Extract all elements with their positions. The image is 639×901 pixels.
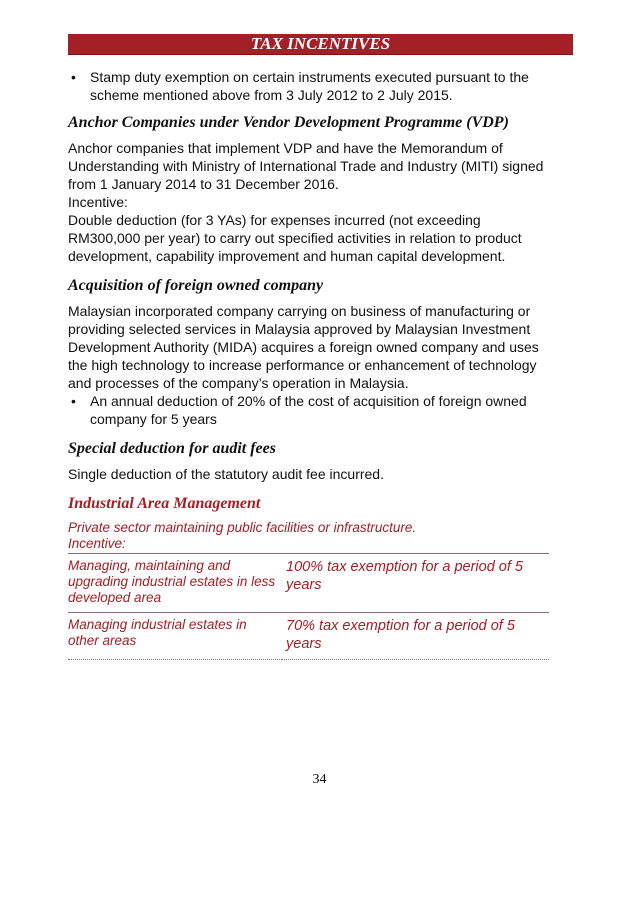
vdp-line: from 1 January 2014 to 31 December 2016. [68,176,339,192]
industrial-incentive-label: Incentive: [68,536,126,551]
audit-text: Single deduction of the statutory audit fee incurred. [68,466,384,482]
stamp-duty-bullet [68,68,568,104]
vdp-line: RM300,000 per year) to carry out specified activities in relation to product [68,230,522,246]
acquisition-line: Malaysian incorporated company carrying on business of manufacturing or [68,303,531,319]
area-cell: Managing industrial estates in other areas [68,613,282,660]
acquisition-line: the high technology to increase performance or enhancement of technology [68,357,537,373]
acquisition-body [68,302,568,392]
vdp-line: development, capability improvement and human capital development. [68,248,506,264]
acquisition-line: providing selected services in Malaysia approved by Malaysian Investment [68,321,531,337]
page-content [68,68,568,660]
area-cell: Managing, maintaining and upgrading industrial estates in less developed area [68,554,282,613]
audit-heading: Special deduction for audit fees [68,440,276,457]
vdp-body [68,139,568,265]
vdp-heading: Anchor Companies under Vendor Development Programme (VDP) [68,114,509,131]
acquisition-heading: Acquisition of foreign owned company [68,277,324,294]
industrial-intro: Private sector maintaining public facilities or infrastructure. [68,520,417,535]
acquisition-line: and processes of the company’s operation in Malaysia. [68,375,409,391]
incentive-cell: 70% tax exemption for a period of 5 years [282,613,549,660]
table-row [68,613,549,660]
section-banner [68,34,573,55]
page-number: 34 [312,772,327,787]
acquisition-bullet [68,392,568,428]
industrial-heading: Industrial Area Management [68,495,261,512]
incentive-table [68,553,549,660]
bullet-icon: • [71,69,76,85]
vdp-line: Anchor companies that implement VDP and have the Memorandum of [68,140,503,156]
acquisition-line: Development Authority (MIDA) acquires a foreign owned company and uses [68,339,539,355]
table-row [68,554,549,613]
bullet-text: An annual deduction of 20% of the cost of acquisition of foreign owned company for 5 years [90,393,527,427]
page-title: TAX INCENTIVES [250,34,391,53]
vdp-line: Understanding with Ministry of International Trade and Industry (MITI) signed [68,158,544,174]
vdp-incentive-label: Incentive: [68,194,128,210]
bullet-text: Stamp duty exemption on certain instruments executed pursuant to the scheme mentioned above from 3 July 2012 to 2 July 2015. [90,69,529,103]
bullet-icon: • [71,393,76,409]
incentive-cell: 100% tax exemption for a period of 5 years [282,554,549,613]
vdp-line: Double deduction (for 3 YAs) for expenses incurred (not exceeding [68,212,481,228]
